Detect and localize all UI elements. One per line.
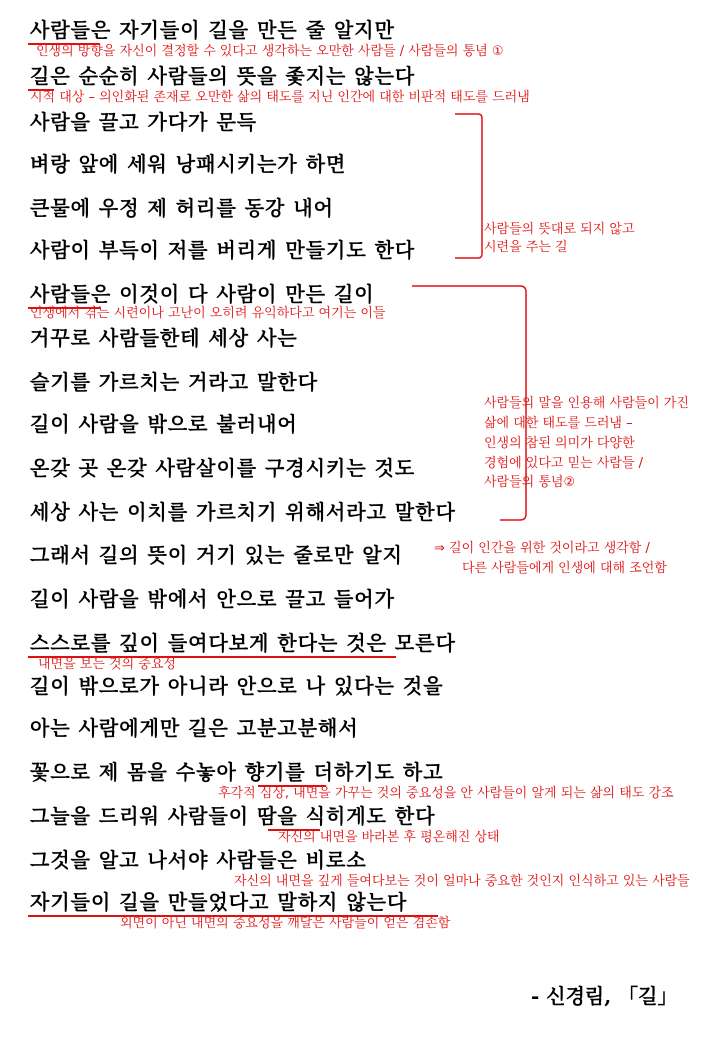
poem-line-14: 길이 사람을 밖에서 안으로 끌고 들어가 xyxy=(30,587,395,611)
note-8: 후각적 심상, 내면을 가꾸는 것의 중요성을 안 사람들이 알게 되는 삶의 태도 강조 xyxy=(218,786,674,801)
poem-line-7: 사람들은 이것이 다 사람이 만든 길이 xyxy=(30,282,375,306)
note-6b: 다른 사람들에게 인생에 대해 조언함 xyxy=(462,561,667,576)
note-11: 외면이 아닌 내면의 중요성을 깨달은 사람들이 얻은 겸손함 xyxy=(120,916,451,931)
note-10: 자신의 내면을 깊게 들여다보는 것이 얼마나 중요한 것인지 인식하고 있는 사람들 xyxy=(234,874,690,889)
note-6a: ⇒ 길이 인간을 위한 것이라고 생각함 / xyxy=(434,541,650,556)
poem-line-10: 길이 사람을 밖으로 불러내어 xyxy=(30,412,298,436)
poem-line-16: 길이 밖으로가 아니라 안으로 나 있다는 것을 xyxy=(30,674,444,698)
poem-line-13: 그래서 길의 뜻이 거기 있는 줄로만 알지 xyxy=(30,543,403,567)
poem-line-19: 그늘을 드리워 사람들이 땀을 식히게도 한다 xyxy=(30,804,436,828)
note-3b: 시련을 주는 길 xyxy=(484,240,568,255)
poem-line-4: 벼랑 앞에 세워 낭패시키는가 하면 xyxy=(30,152,347,176)
note-2: 시적 대상 – 의인화된 존재로 오만한 삶의 태도를 지닌 인간에 대한 비판적 태도를 드러냄 xyxy=(30,90,530,105)
poem-line-12: 세상 사는 이치를 가르치기 위해서라고 말한다 xyxy=(30,500,456,524)
note-4: 인생에서 겪는 시련이나 고난이 오히려 유익하다고 여기는 이들 xyxy=(30,306,386,321)
poem-line-8: 거꾸로 사람들한테 세상 사는 xyxy=(30,326,298,350)
poem-line-1: 사람들은 자기들이 길을 만든 줄 알지만 xyxy=(30,18,395,42)
poem-line-21: 자기들이 길을 만들었다고 말하지 않는다 xyxy=(30,890,408,914)
poem-line-15: 스스로를 깊이 들여다보게 한다는 것은 모른다 xyxy=(30,631,456,655)
poem-line-9: 슬기를 가르치는 거라고 말한다 xyxy=(30,370,319,394)
note-5b: 삶에 대한 태도를 드러냄 – xyxy=(484,416,633,431)
note-7: 내면을 보는 것의 중요성 xyxy=(38,657,176,672)
note-1: 인생의 방향을 자신이 결정할 수 있다고 생각하는 오만한 사람들 / 사람들의 통념 ① xyxy=(36,44,504,59)
note-5a: 사람들의 말을 인용해 사람들이 가진 xyxy=(484,396,689,411)
note-5e: 사람들의 통념② xyxy=(484,475,576,490)
poem-line-3: 사람을 끌고 가다가 문득 xyxy=(30,110,258,134)
poem-line-11: 온갖 곳 온갖 사람살이를 구경시키는 것도 xyxy=(30,456,416,480)
note-5d: 경험에 있다고 믿는 사람들 / xyxy=(484,456,644,471)
note-3a: 사람들의 뜻대로 되지 않고 xyxy=(484,222,635,237)
poem-line-18: 꽃으로 제 몸을 수놓아 향기를 더하기도 하고 xyxy=(30,760,444,784)
poem-line-20: 그것을 알고 나서야 사람들은 비로소 xyxy=(30,848,367,872)
poem-line-6: 사람이 부득이 저를 버리게 만들기도 한다 xyxy=(30,238,416,262)
poem-line-17: 아는 사람에게만 길은 고분고분해서 xyxy=(30,716,359,740)
poem-author: - 신경림, 「길」 xyxy=(531,984,678,1008)
poem-line-2: 길은 순순히 사람들의 뜻을 좇지는 않는다 xyxy=(30,64,416,88)
note-5c: 인생의 참된 의미가 다양한 xyxy=(484,436,635,451)
poem-line-5: 큰물에 우정 제 허리를 동강 내어 xyxy=(30,196,334,220)
note-9: 자신의 내면을 바라본 후 평온해진 상태 xyxy=(278,830,500,845)
